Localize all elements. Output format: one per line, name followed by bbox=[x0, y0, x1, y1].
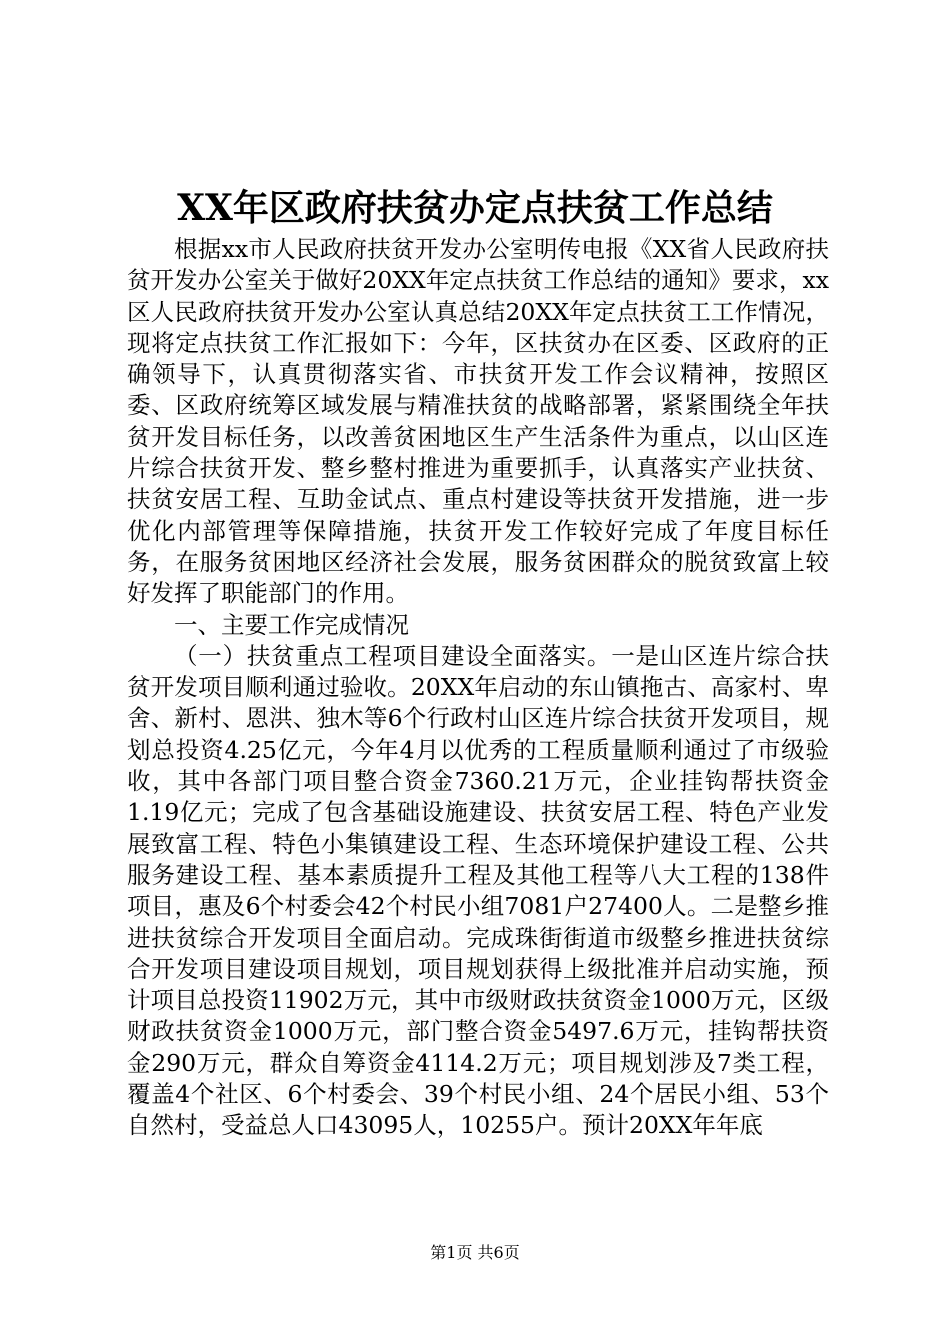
intro-paragraph: 根据xx市人民政府扶贫开发办公室明传电报《XX省人民政府扶贫开发办公室关于做好20XX年定点扶贫工作总结的通知》要求，xx区人民政府扶贫开发办公室认真总结20XX年定点扶贫工工作情况，现将定点扶贫工作汇报如下：今年，区扶贫办在区委、区政府的正确领导下，认真贯彻落实省、市扶贫开发工作会议精神，按照区委、区政府统筹区域发展与精准扶贫的战略部署，紧紧围绕全年扶贫开发目标任务，以改善贫困地区生产生活条件为重点，以山区连片综合扶贫开发、整乡整村推进为重要抓手，认真落实产业扶贫、扶贫安居工程、互助金试点、重点村建设等扶贫开发措施，进一步优化内部管理等保障措施，扶贫开发工作较好完成了年度目标任务，在服务贫困地区经济社会发展，服务贫困群众的脱贫致富上较好发挥了职能部门的作用。 bbox=[127, 235, 829, 608]
document-title: XX年区政府扶贫办定点扶贫工作总结 bbox=[177, 187, 773, 229]
section-heading: 一、主要工作完成情况 bbox=[174, 610, 409, 639]
document-body bbox=[127, 234, 829, 1142]
section-paragraph: （一）扶贫重点工程项目建设全面落实。一是山区连片综合扶贫开发项目顺利通过验收。20XX年启动的东山镇拖古、高家村、卑舍、新村、恩洪、独木等6个行政村山区连片综合扶贫开发项目，规划总投资4.25亿元，今年4月以优秀的工程质量顺利通过了市级验收，其中各部门项目整合资金7360.21万元，企业挂钩帮扶资金1.19亿元；完成了包含基础设施建设、扶贫安居工程、特色产业发展致富工程、特色小集镇建设工程、生态环境保护建设工程、公共服务建设工程、基本素质提升工程及其他工程等八大工程的138件项目，惠及6个村委会42个村民小组7081户27400人。二是整乡推进扶贫综合开发项目全面启动。完成珠街街道市级整乡推进扶贫综合开发项目建设项目规划，项目规划获得上级批准并启动实施，预计项目总投资11902万元，其中市级财政扶贫资金1000万元，区级财政扶贫资金1000万元，部门整合资金5497.6万元，挂钩帮扶资金290万元，群众自筹资金4114.2万元；项目规划涉及7类工程，覆盖4个社区、6个村委会、39个村民小组、24个居民小组、53个自然村，受益总人口43095人，10255户。预计20XX年年底 bbox=[127, 641, 829, 1140]
page-footer: 第1页 共6页 bbox=[430, 1243, 520, 1262]
